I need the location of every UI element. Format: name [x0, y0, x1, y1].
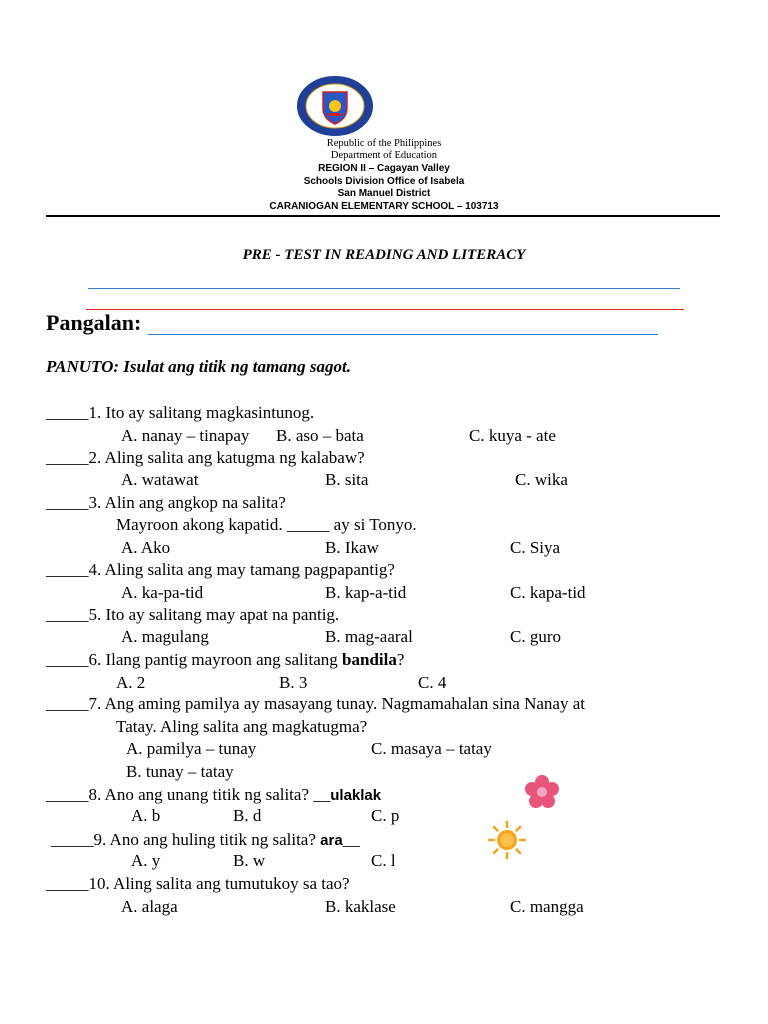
question-1: _____1. Ito ay salitang magkasintunog. [46, 403, 315, 422]
q8-option-a: A. b [131, 806, 161, 825]
name-field[interactable] [148, 334, 658, 335]
q7-option-b: B. tunay – tatay [126, 762, 234, 781]
q9-option-b: B. w [233, 851, 266, 870]
answer-blank[interactable]: _____ [46, 560, 89, 579]
q7-option-a: A. pamilya – tunay [126, 739, 257, 758]
answer-blank[interactable]: _____ [51, 830, 94, 849]
answer-blank[interactable]: _____ [46, 874, 89, 893]
q1-option-c: C. kuya - ate [469, 426, 556, 445]
question-4: _____4. Aling salita ang may tamang pagpapantig? [46, 560, 395, 579]
q3-sentence: Mayroon akong kapatid. _____ ay si Tonyo. [116, 515, 417, 534]
answer-blank[interactable]: _____ [46, 785, 89, 804]
q5-option-c: C. guro [510, 627, 561, 646]
q4-option-a: A. ka-pa-tid [121, 583, 204, 602]
header-divider [46, 215, 720, 217]
q2-option-a: A. watawat [121, 470, 199, 489]
question-8: _____8. Ano ang unang titik ng salita? __ulaklak [46, 785, 382, 804]
question-10: _____10. Aling salita ang tumutukoy sa tao? [46, 874, 350, 893]
answer-blank[interactable]: _____ [46, 650, 89, 669]
q1-option-a: A. nanay – tinapay [121, 426, 250, 445]
q4-option-b: B. kap-a-tid [325, 583, 407, 602]
q3-option-c: C. Siya [510, 538, 561, 557]
question-6: _____6. Ilang pantig mayroon ang salitang bandila? [46, 650, 405, 669]
q2-option-c: C. wika [515, 470, 568, 489]
answer-blank[interactable]: _____ [46, 493, 89, 512]
q7-text-continued: Tatay. Aling salita ang magkatugma? [116, 717, 368, 736]
header-line-region: REGION II – Cagayan Valley [318, 163, 450, 174]
question-9: _____9. Ano ang huling titik ng salita? ara__ [51, 830, 360, 849]
header-line-republic: Republic of the Philippines [326, 138, 442, 149]
header-line-school: CARANIOGAN ELEMENTARY SCHOOL – 103713 [269, 201, 499, 212]
question-2: _____2. Aling salita ang katugma ng kalabaw? [46, 448, 365, 467]
q3-option-a: A. Ako [121, 538, 171, 557]
q9-option-a: A. y [131, 851, 161, 870]
q6-option-a: A. 2 [116, 673, 146, 692]
question-5: _____5. Ito ay salitang may apat na pantig. [46, 605, 340, 624]
q8-option-b: B. d [233, 806, 262, 825]
question-3: _____3. Alin ang angkop na salita? [46, 493, 286, 512]
test-title: PRE - TEST IN READING AND LITERACY [242, 247, 526, 263]
q8-keyword: ulaklak [330, 787, 382, 804]
answer-blank[interactable]: _____ [46, 448, 89, 467]
q5-option-a: A. magulang [121, 627, 209, 646]
q9-option-c: C. l [371, 851, 396, 870]
flower-icon [523, 774, 561, 810]
q2-option-b: B. sita [325, 470, 369, 489]
header-line-division: Schools Division Office of Isabela [303, 176, 465, 187]
q1-option-b: B. aso – bata [276, 426, 364, 445]
header-line-district: San Manuel District [337, 188, 431, 199]
q6-option-c: C. 4 [418, 673, 447, 692]
red-rule [86, 309, 684, 310]
q6-keyword: bandila [342, 650, 397, 669]
question-7: _____7. Ang aming pamilya ay masayang tunay. Nagmamahalan sina Nanay at [46, 694, 585, 713]
instructions: PANUTO: Isulat ang titik ng tamang sagot. [46, 357, 351, 376]
answer-blank[interactable]: _____ [46, 694, 89, 713]
blue-rule [88, 288, 680, 289]
answer-blank[interactable]: _____ [46, 403, 89, 422]
name-label: Pangalan: [46, 310, 142, 335]
answer-blank[interactable]: _____ [46, 605, 89, 624]
q10-option-a: A. alaga [121, 897, 178, 916]
q8-option-c: C. p [371, 806, 400, 825]
q3-option-b: B. Ikaw [325, 538, 379, 557]
q10-option-c: C. mangga [510, 897, 584, 916]
sun-icon [486, 820, 528, 860]
q9-keyword: ara [320, 832, 343, 849]
deped-seal-icon [296, 75, 374, 137]
q10-option-b: B. kaklase [325, 897, 396, 916]
q7-option-c: C. masaya – tatay [371, 739, 492, 758]
q6-option-b: B. 3 [279, 673, 308, 692]
q4-option-c: C. kapa-tid [510, 583, 586, 602]
q5-option-b: B. mag-aaral [325, 627, 413, 646]
header-line-department: Department of Education [330, 150, 438, 161]
